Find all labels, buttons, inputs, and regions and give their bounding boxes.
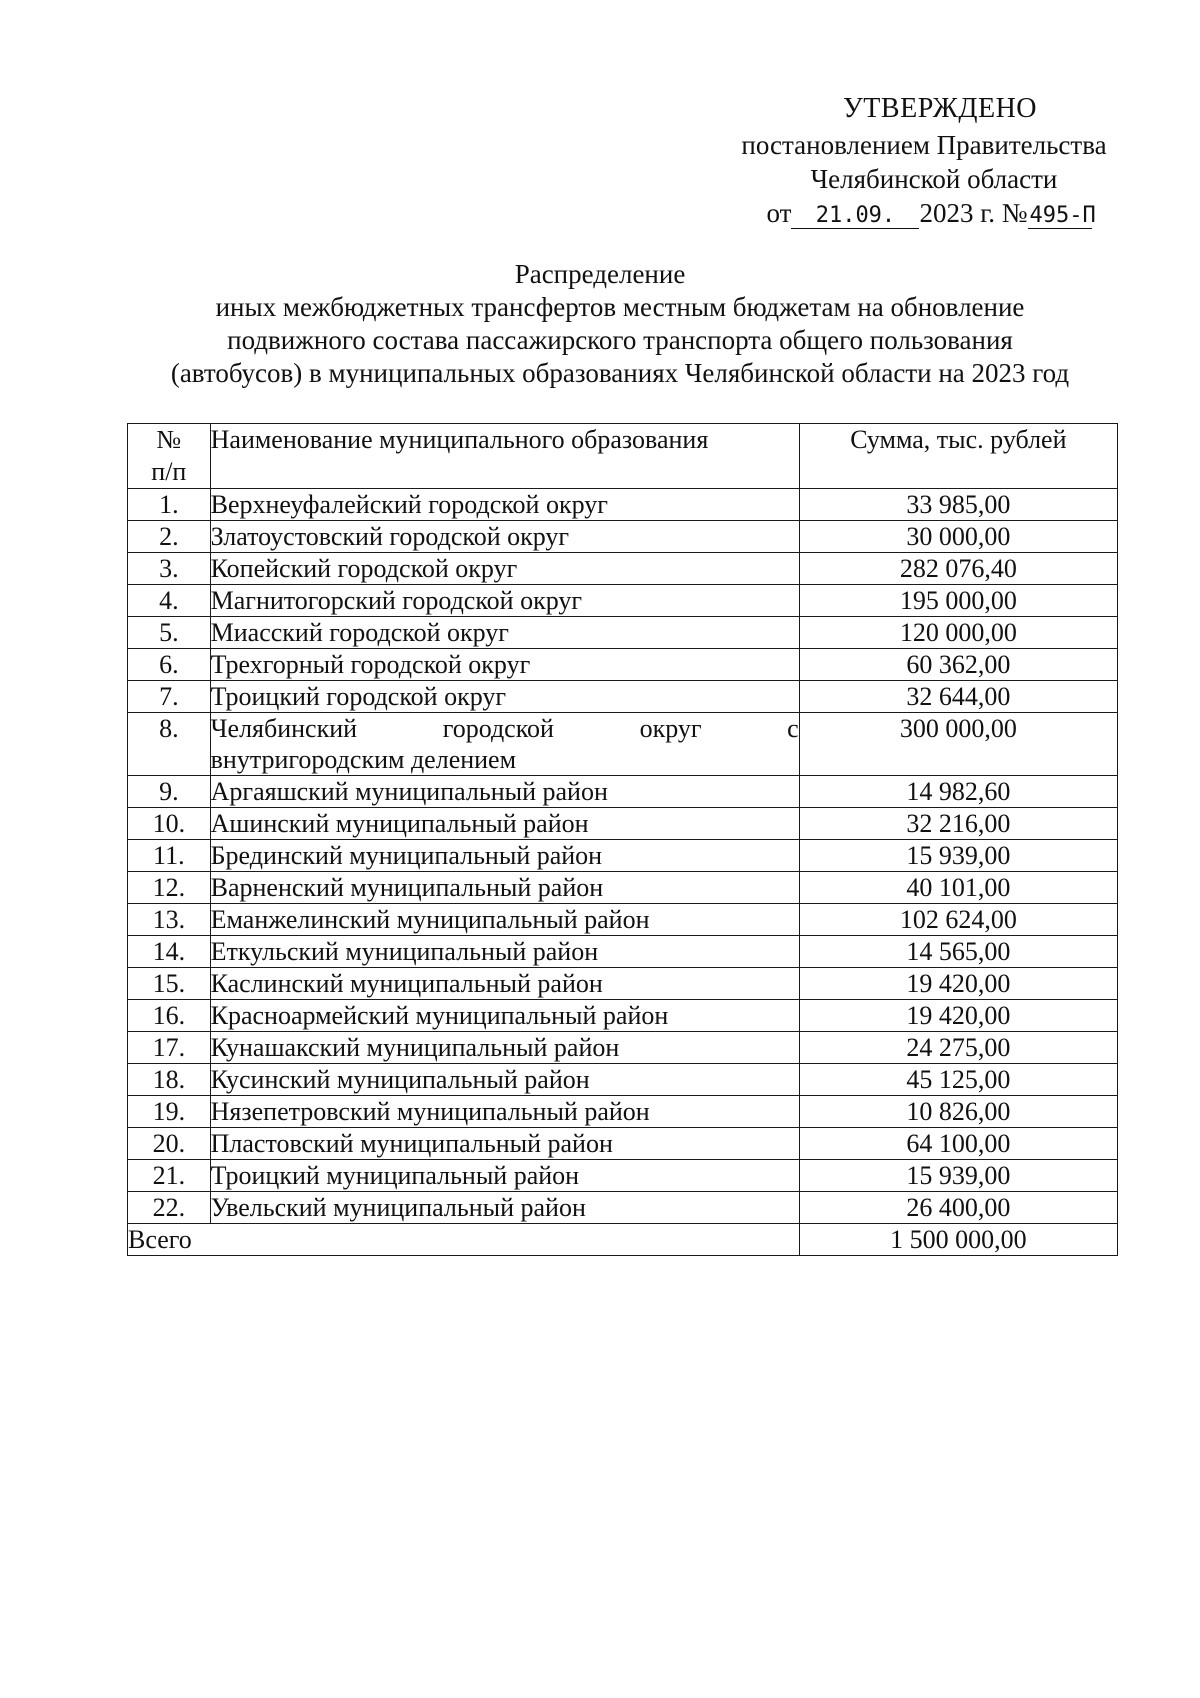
row-sum: 14 982,60 <box>799 776 1117 808</box>
row-sum: 60 362,00 <box>799 649 1117 681</box>
header-name: Наименование муниципального образования <box>210 424 799 489</box>
row-sum: 300 000,00 <box>799 713 1117 776</box>
row-number: 10. <box>128 808 211 840</box>
row-municipality-name: Еманжелинский муниципальный район <box>210 904 799 936</box>
heading-title: Распределение <box>514 259 686 289</box>
row-number: 12. <box>128 872 211 904</box>
table-row <box>128 904 1118 936</box>
document-heading <box>120 258 1120 390</box>
row-number: 18. <box>128 1064 211 1096</box>
row-number: 13. <box>128 904 211 936</box>
row-municipality-name: Троицкий городской округ <box>210 681 799 713</box>
row-sum: 15 939,00 <box>799 840 1117 872</box>
row-municipality-name <box>210 713 799 776</box>
header-number: № п/п <box>128 424 211 489</box>
table-row <box>128 840 1118 872</box>
table-row <box>128 1064 1118 1096</box>
name-line-2: внутригородским делением <box>210 745 517 774</box>
row-municipality-name: Пластовский муниципальный район <box>210 1128 799 1160</box>
distribution-table <box>127 423 1118 1256</box>
row-number: 1. <box>128 489 211 521</box>
row-sum: 19 420,00 <box>799 968 1117 1000</box>
row-sum: 45 125,00 <box>799 1064 1117 1096</box>
name-word: с <box>787 714 799 743</box>
row-number: 8. <box>128 713 211 776</box>
table-row <box>128 617 1118 649</box>
row-municipality-name: Трехгорный городской округ <box>210 649 799 681</box>
table-row <box>128 1096 1118 1128</box>
row-number: 15. <box>128 968 211 1000</box>
row-municipality-name: Кусинский муниципальный район <box>210 1064 799 1096</box>
total-sum: 1 500 000,00 <box>799 1224 1117 1256</box>
row-sum: 10 826,00 <box>799 1096 1117 1128</box>
heading-line-3: подвижного состава пассажирского транспорта общего пользования <box>227 325 1013 355</box>
table-body <box>128 489 1118 1256</box>
table-row <box>128 1000 1118 1032</box>
row-sum: 30 000,00 <box>799 521 1117 553</box>
row-sum: 14 565,00 <box>799 936 1117 968</box>
table-row <box>128 936 1118 968</box>
heading-line-2: иных межбюджетных трансфертов местным бюджетам на обновление <box>215 292 1025 322</box>
table-row <box>128 1160 1118 1192</box>
table-row <box>128 681 1118 713</box>
table-row <box>128 521 1118 553</box>
row-number: 6. <box>128 649 211 681</box>
row-municipality-name: Аргаяшский муниципальный район <box>210 776 799 808</box>
row-municipality-name: Копейский городской округ <box>210 553 799 585</box>
row-municipality-name: Златоустовский городской округ <box>210 521 799 553</box>
row-number: 14. <box>128 936 211 968</box>
row-sum: 32 216,00 <box>799 808 1117 840</box>
table-row <box>128 489 1118 521</box>
name-word: Челябинский <box>210 714 358 743</box>
row-municipality-name: Кунашакский муниципальный район <box>210 1032 799 1064</box>
row-sum: 19 420,00 <box>799 1000 1117 1032</box>
row-sum: 64 100,00 <box>799 1128 1117 1160</box>
row-municipality-name: Ашинский муниципальный район <box>210 808 799 840</box>
row-municipality-name: Каслинский муниципальный район <box>210 968 799 1000</box>
approval-title: УТВЕРЖДЕНО <box>842 93 1038 124</box>
name-word: городской <box>442 714 554 743</box>
date-prefix: от <box>766 198 792 228</box>
total-row <box>128 1224 1118 1256</box>
row-sum: 195 000,00 <box>799 585 1117 617</box>
row-sum: 102 624,00 <box>799 904 1117 936</box>
row-sum: 282 076,40 <box>799 553 1117 585</box>
row-number: 7. <box>128 681 211 713</box>
table-row <box>128 968 1118 1000</box>
row-number: 11. <box>128 840 211 872</box>
approval-date-line <box>738 196 1120 230</box>
row-sum: 26 400,00 <box>799 1192 1117 1224</box>
year-text: 2023 г. № <box>919 198 1028 228</box>
table-row <box>128 1192 1118 1224</box>
table-row <box>128 585 1118 617</box>
row-number: 4. <box>128 585 211 617</box>
row-sum: 33 985,00 <box>799 489 1117 521</box>
row-number: 2. <box>128 521 211 553</box>
row-number: 19. <box>128 1096 211 1128</box>
row-municipality-name: Брединский муниципальный район <box>210 840 799 872</box>
row-sum: 120 000,00 <box>799 617 1117 649</box>
row-municipality-name: Миасский городской округ <box>210 617 799 649</box>
row-sum: 15 939,00 <box>799 1160 1117 1192</box>
name-line-1 <box>211 713 799 744</box>
row-municipality-name: Еткульский муниципальный район <box>210 936 799 968</box>
row-sum: 24 275,00 <box>799 1032 1117 1064</box>
approval-authority: постановлением Правительства <box>741 130 1107 160</box>
row-municipality-name: Нязепетровский муниципальный район <box>210 1096 799 1128</box>
row-municipality-name: Красноармейский муниципальный район <box>210 1000 799 1032</box>
row-municipality-name: Варненский муниципальный район <box>210 872 799 904</box>
row-municipality-name: Троицкий муниципальный район <box>210 1160 799 1192</box>
approval-date: 21.09. <box>791 204 919 229</box>
row-number: 20. <box>128 1128 211 1160</box>
table-row <box>128 649 1118 681</box>
table-row <box>128 776 1118 808</box>
table-row <box>128 808 1118 840</box>
name-word: округ <box>639 714 702 743</box>
table-row <box>128 713 1118 776</box>
approval-region: Челябинской области <box>810 164 1058 194</box>
row-sum: 40 101,00 <box>799 872 1117 904</box>
table-row <box>128 1032 1118 1064</box>
header-sum: Сумма, тыс. рублей <box>799 424 1117 489</box>
table-header-row <box>128 424 1118 489</box>
row-municipality-name: Магнитогорский городской округ <box>210 585 799 617</box>
table-row <box>128 553 1118 585</box>
row-number: 9. <box>128 776 211 808</box>
row-number: 5. <box>128 617 211 649</box>
row-number: 17. <box>128 1032 211 1064</box>
row-number: 22. <box>128 1192 211 1224</box>
table-row <box>128 872 1118 904</box>
table-row <box>128 1128 1118 1160</box>
row-municipality-name: Верхнеуфалейский городской округ <box>210 489 799 521</box>
row-number: 3. <box>128 553 211 585</box>
row-number: 16. <box>128 1000 211 1032</box>
total-label: Всего <box>128 1224 800 1256</box>
row-sum: 32 644,00 <box>799 681 1117 713</box>
row-municipality-name: Увельский муниципальный район <box>210 1192 799 1224</box>
approval-number: 495-П <box>1029 203 1096 228</box>
heading-line-4: (автобусов) в муниципальных образованиях Челябинской области на 2023 год <box>170 358 1070 388</box>
approval-stamp <box>720 92 1120 230</box>
row-number: 21. <box>128 1160 211 1192</box>
